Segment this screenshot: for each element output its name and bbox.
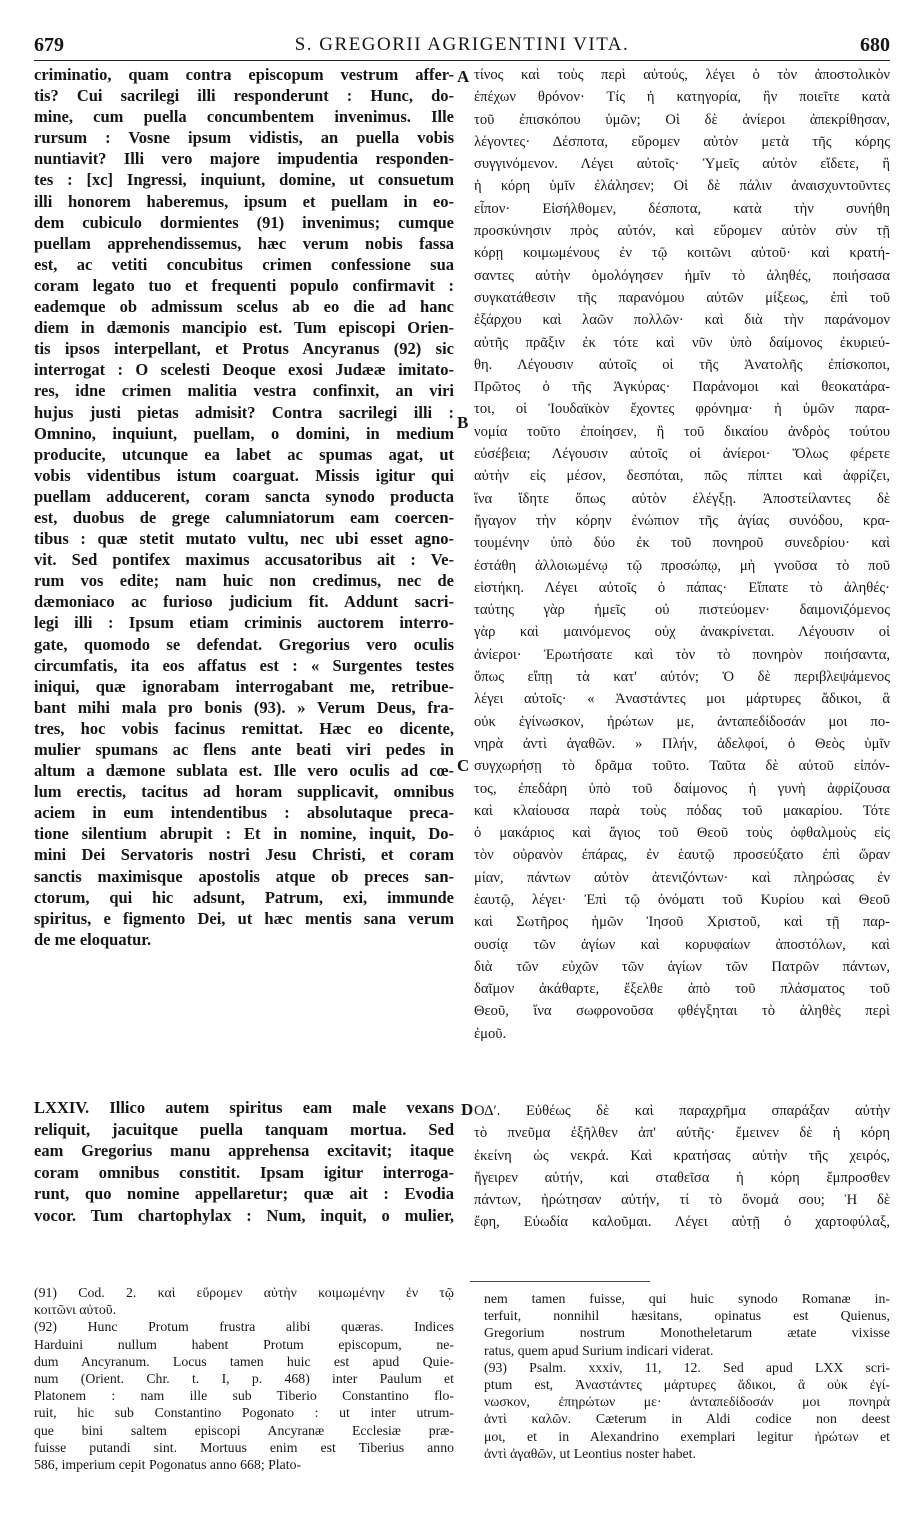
page-number-left: 679	[34, 34, 64, 56]
page-number-right: 680	[860, 34, 890, 56]
latin-text-line: aciem in eum intendentibus : absolutaque preca-	[34, 803, 454, 823]
greek-text-line: ἐπέχων θρόνον· Τίς ἡ κατηγορία, ἣν ποιεῖτε κατὰ	[474, 89, 890, 106]
greek-text-line: προσκύνησιν πρὸς αὐτόν, καὶ εὕρομεν αὐτὸν σὺν τῇ	[474, 223, 890, 240]
latin-text-line: mini Dei Servatoris nostri Jesu Christi, et coram	[34, 845, 454, 865]
greek-text-line: ὅπως εἴπῃ τὰ κατ' αὐτόν; Ὁ δὲ περιβλεψάμενος	[474, 669, 890, 686]
footnote-line: κοιτῶνι αὐτοῦ.	[34, 1302, 117, 1318]
greek-text-line: τὸν οὐρανὸν ἐπάρας, ἐν ἑαυτῷ προσεύξατο ἐπὶ ὥραν	[474, 847, 890, 864]
greek-text-line: θη. Λέγουσιν αὐτοῖς οἱ τῆς Ἀνατολῆς ἐπίσκοποι,	[474, 356, 890, 373]
greek-text-line: τὸ πνεῦμα ἐξῆλθεν ἀπ' αὐτῆς· ἔμεινεν δὲ ἡ κόρη	[474, 1125, 890, 1142]
footnote-line: Platonem : nam ille sub Tiberio Constantino flo-	[34, 1388, 454, 1404]
greek-text-line: συγχωρήσῃ τὸ δρᾶμα τοῦτο. Ταῦτα δὲ αὐτοῦ εἰπόν-	[474, 758, 890, 775]
latin-text-line: tione silentium abrupit : Et in nomine, inquit, Do-	[34, 824, 454, 844]
greek-text-line: ἡ κόρη ὑμῖν ἐλάλησεν; Οἱ δὲ πάλιν ἀναισχυντοῦντες	[474, 178, 890, 195]
latin-text-line: mine, cum puella concumbentem invenimus. Ille	[34, 107, 454, 127]
latin-text-line: producite, utcunque ea labet ac spumas agat, ut	[34, 444, 454, 464]
latin-text-line: est, duobus de grege calumniatorum eam coercen-	[34, 507, 454, 527]
latin-text-line: tres, hoc vobis facinus remittat. Hæc eo dicente,	[34, 718, 454, 738]
latin-text-line: bant mihi mala pro bonis (93). » Verum Deus, fra-	[34, 697, 454, 717]
latin-text-line: sanctis maximisque apostolis atque ob preces san-	[34, 866, 454, 886]
footnote-line: νωσκον, ἐπηρώτων με· ἀνταπεδίδοσάν μοι πονηρὰ	[484, 1394, 890, 1410]
latin-text-line: legi illi : Ipsum etiam criminis auctorem interro-	[34, 613, 454, 633]
margin-marker-a: A	[457, 67, 470, 86]
greek-text-line: κόρῃ κοιμωμένους ἐν τῷ κοιτῶνι αὐτοῦ· καὶ κρατή-	[474, 245, 890, 262]
greek-text-line: δαῖμον ἀκάθαρτε, ἔξελθε ἀπὸ τοῦ πλάσματος τοῦ	[474, 981, 890, 998]
latin-text-line: dæmoniaco ac furioso judicium fit. Addunt sacri-	[34, 592, 454, 612]
footnote-line: (92) Hunc Protum frustra alibi quæras. Indices	[34, 1319, 454, 1335]
greek-text-line: οὐκ ἐγίνωσκον, ἠρώτων με, ἀνταπεδίδοσάν μοι πο-	[474, 713, 890, 730]
greek-text-line: εἶπον· Εἰσήλθομεν, δέσποτα, κατὰ τὴν συνήθη	[474, 200, 890, 217]
greek-text-line: εἱστήκη. Λέγει αὐτοῖς ὁ πάπας· Εἴπατε τὸ ἀληθές·	[474, 579, 890, 596]
greek-text-line: ουσίᾳ τῶν ἁγίων καὶ κορυφαίων ἀποστόλων, καὶ	[474, 936, 890, 953]
footnote-line: 586, imperium cepit Pogonatus anno 668; Plato-	[34, 1456, 302, 1472]
footnote-line: Harduini nullum habent Protum episcopum, ne-	[34, 1336, 454, 1352]
greek-text-line: ἤγειρεν αὐτήν, καὶ σταθεῖσα ἡ κόρη ἔμπροσθεν	[474, 1169, 890, 1186]
latin-text-line: spiritus, e figmento Dei, ut hæc mentis sana verum	[34, 908, 454, 928]
greek-text-line: ἐστάθη ἀλλοιωμένῳ τῷ προσώπῳ, μὴ γνοῦσα τὸ ποῦ	[474, 557, 890, 574]
latin-text-line: puellam adducerent, coram sancta synodo producta	[34, 486, 454, 506]
footnote-line: num (Orient. Chr. t. I, p. 468) inter Paulum et	[34, 1370, 454, 1386]
latin-text-line: coram legato tuo et frequenti populo confirmavit :	[34, 275, 454, 295]
latin-text-line: tes : [xc] Ingressi, inquiunt, domine, ut consuetum	[34, 170, 454, 190]
footnote-line: ratus, quem apud Surium indicari viderat.	[484, 1342, 714, 1358]
greek-column-main	[474, 64, 890, 1045]
greek-text-line: τοῦ ἐπισκόπου ὑμῶν; Οἱ δὲ ἀνίεροι ἀπεκρίθησαν,	[474, 111, 890, 128]
latin-text-line: de me eloquatur.	[34, 929, 152, 949]
latin-text-line: eam Gregorius manu apprehensa excitavit; itaque	[34, 1141, 454, 1161]
latin-text-line: mulier spumans ac flens ante beati viri pedes in	[34, 740, 454, 759]
footnote-line: μοι, et in Alexandrino exemplari legitur ἠρώτων et	[484, 1428, 890, 1444]
greek-text-line: ἵνα ἴδητε ὅπως αὐτὸν ἐλέγξῃ. Ἀποστείλαντες δὲ	[474, 490, 890, 507]
greek-text-line: αὐτὴν εἰς μέσον, δεσπόται, πῶς πίπτει καὶ ἀφρίζει,	[474, 468, 890, 485]
latin-text-line: ctorum, qui hic adsunt, Patrum, exi, immunde	[34, 887, 454, 907]
greek-text-line: λέγοντες· Δέσποτα, εὕρομεν αὐτὸν μετὰ τῆς κόρης	[474, 133, 890, 150]
latin-text-line: reliquit, jacuitque puella tanquam mortua. Sed	[34, 1119, 454, 1139]
latin-text-line: tibus : quæ stetit mutato vultu, nec ubi esset agno-	[34, 529, 454, 549]
margin-marker-d: D	[461, 1100, 474, 1119]
running-header	[34, 34, 890, 60]
greek-text-line: πάντων, ἠρώτησαν αὐτήν, τί τὸ ὄνομά σου; Ἡ δὲ	[474, 1192, 890, 1209]
greek-text-line: ὁ μακάριος καὶ ἅγιος τοῦ Θεοῦ τοὺς ὀφθαλμοὺς εἰς	[474, 825, 890, 842]
footnote-line: terfuit, nonnihil hæsitans, opinatus est Quienus,	[484, 1308, 890, 1324]
latin-text-line: gate, quomodo se defendat. Gregorius vero oculis	[34, 634, 454, 654]
greek-text-line: λέγει αὐτοῖς· « Ἀναστάντες μοι μάρτυρες ἄδικοι, ἃ	[474, 691, 890, 708]
footnote-line: (91) Cod. 2. καὶ εὕρομεν αὐτὴν κοιμωμένην ἐν τῷ	[34, 1285, 454, 1300]
latin-text-line: runt, quo nomine appellaretur; quæ ait : Evodia	[34, 1184, 454, 1204]
footnote-separator	[470, 1281, 650, 1282]
greek-text-line: ἀνίεροι· Ἐρωτήσατε καὶ τὸν τὸ πονηρὸν ποιήσαντα,	[474, 646, 890, 663]
latin-text-line: criminatio, quam contra episcopum vestrum affer-	[34, 65, 454, 84]
greek-text-line: ἑαυτῷ, λέγει· Ἐπὶ τῷ ὀνόματι τοῦ Κυρίου καὶ Θεοῦ	[474, 891, 890, 908]
latin-text-line: dem cubiculo dormientes (91) invenimus; cumque	[34, 212, 454, 232]
greek-text-line: αὐτῆς πρᾶξιν ἐκ τότε καὶ νῦν ὑπὸ δαίμονος ἐκυριεύ-	[474, 334, 890, 351]
latin-text-line: illi honorem haberemus, ipsum et puellam in eo-	[34, 191, 454, 211]
footnotes-left	[34, 1284, 454, 1473]
greek-text-line: εὐσέβεια; Λέγουσιν αὐτοῖς οἱ ἀνίεροι· Ὅλως φέρετε	[474, 446, 890, 463]
footnotes-right	[484, 1290, 890, 1462]
latin-text-line: iniqui, quæ ignorabam interrogabant me, retribue-	[34, 676, 454, 696]
margin-marker-b: B	[457, 413, 469, 432]
latin-text-line: rursum : Vosne ipsum vidistis, an puella vobis	[34, 128, 454, 148]
latin-column-main	[34, 64, 454, 950]
latin-text-line: lum erectis, tacitus ad horam supplicavit, omnibus	[34, 782, 454, 802]
running-title: S. GREGORII AGRIGENTINI VITA.	[294, 34, 630, 55]
footnote-line: (93) Psalm. xxxiv, 11, 12. Sed apud LXX scri-	[484, 1359, 890, 1375]
footnote-line: ruit, hic sub Constantino Pogonato : ut inter utrum-	[34, 1405, 454, 1421]
latin-text-line: Omnino, inquiunt, puellam, o domini, in medium	[34, 423, 454, 443]
greek-text-line: τουμένην ὑπὸ δύο ἐκ τοῦ πονηροῦ συνεδρίου· καὶ	[474, 535, 890, 552]
greek-text-line: Πρῶτος ὁ τῆς Ἀγκύρας· Παράνομοι καὶ θεοκατάρα-	[474, 379, 890, 396]
latin-text-line: vobis videntibus istum coarguat. Missis igitur qui	[34, 465, 454, 485]
latin-text-line: circumfatis, ita eos affatus est : « Surgentes testes	[34, 655, 454, 675]
greek-text-line: ἤγαγον τὴν κόρην ἐνώπιον τῆς ἁγίας συνόδου, κρα-	[474, 512, 890, 529]
greek-text-line: γὰρ καὶ μαινόμενος οὐχ ἀνακρίνεται. Λέγουσιν οἱ	[474, 624, 890, 641]
latin-text-line: altum a dæmone sublata est. Ille vero oculis ad cœ-	[34, 761, 454, 781]
latin-text-line: tis ipsos interpellant, et Protus Ancyranus (92) sic	[34, 339, 454, 359]
footnote-line: ἀντὶ ἀγαθῶν, ut Leontius noster habet.	[484, 1445, 696, 1461]
greek-text-line: συγκατάθεσιν τῆς παρανόμου αὐτῶν μίξεως, ἐπὶ τοῦ	[474, 289, 890, 306]
latin-text-line: vocor. Tum chartophylax : Num, inquit, o mulier,	[34, 1205, 454, 1225]
greek-text-line: ΟΔʹ. Εὐθέως δὲ καὶ παραχρῆμα σπαράξαν αὐτὴν	[474, 1103, 890, 1119]
greek-text-line: συγγινόμενον. Λέγει αὐτοῖς· Ὑμεῖς αὐτὸν εἴδετε, ἢ	[474, 156, 890, 173]
latin-text-line: coram omnibus constitit. Ipsam igitur interroga-	[34, 1162, 454, 1182]
greek-text-line: τος, ἐπεδάρη ὑπὸ τοῦ δαίμονος ἡ γυνὴ ἀφρίζουσα	[474, 780, 890, 797]
greek-text-line: διὰ τῶν εὐχῶν τῶν ἁγίων τῶν Πατρῶν πάντων,	[474, 958, 890, 975]
latin-text-line: est, ac vetiti concubitus crimen confessione sua	[34, 254, 454, 274]
footnote-line: ἀντὶ καλῶν. Cæterum in Aldi codice non deest	[484, 1411, 890, 1427]
greek-text-line: ταύτης γὰρ ἡμεῖς οὐ πιστεύομεν· δαιμονιζόμενος	[474, 602, 890, 619]
greek-chapter-od	[474, 1100, 890, 1234]
latin-text-line: vit. Sed pontifex maximus accusatoribus ait : Ve-	[34, 550, 454, 570]
greek-text-line: ἐμοῦ.	[474, 1025, 507, 1042]
greek-text-line: τοι, οἱ Ἰουδαϊκὸν ἔχοντες φρόνημα· ἡ ὑμῶν παρα-	[474, 401, 890, 418]
latin-text-line: nuntiavit? Illi vero majore impudentia responden-	[34, 149, 454, 169]
latin-text-line: eademque ob admissum scelus ab eo die ad hanc	[34, 297, 454, 317]
footnote-line: ptum est, Ἀναστάντες μάρτυρες ἄδικοι, ἃ οὐκ ἐγί-	[484, 1376, 890, 1392]
latin-text-line: rum vos edite; nam huic non credimus, nec de	[34, 571, 454, 591]
greek-text-line: καὶ κλαίουσα παρὰ τοὺς πόδας τοῦ μακαρίου. Τότε	[474, 802, 890, 819]
greek-text-line: νομία τοῦτο ἐποίησεν, ἢ τοῦ δικαίου ἀνδρὸς τούτου	[474, 423, 890, 440]
latin-text-line: puellam apprehendissemus, hæc verum nobis fassa	[34, 233, 454, 253]
footnote-line: fuisse putandi sint. Mortuus enim est Tiberius anno	[34, 1439, 454, 1455]
greek-text-line: μίαν, πάντων αὐτὸν ἀτενιζόντων· καὶ πληρώσας ἐν	[474, 869, 890, 886]
greek-text-line: ἐκείνη ὡς νεκρά. Καὶ κρατήσας αὐτὴν τῆς χειρός,	[474, 1147, 890, 1164]
greek-text-line: τίνος καὶ τοὺς περὶ αὐτούς, λέγει ὁ τὸν ἀποστολικὸν	[474, 67, 890, 83]
greek-text-line: σαντες αὐτὴν ὁμολόγησεν ἡμῖν τὸ ἀληθές, ποιήσασα	[474, 267, 890, 284]
greek-text-line: ἐξάρχου καὶ λαῶν πολλῶν· καὶ διὰ τὴν παράνομον	[474, 312, 890, 329]
latin-text-line: res, idne crimen malitia vestra confinxit, an viri	[34, 381, 454, 401]
footnote-line: dum Ancyranum. Locus tamen huic est apud Quie-	[34, 1353, 454, 1369]
footnote-line: que bini saltem episcopi Ancyranæ Ecclesiæ præ-	[34, 1422, 454, 1438]
latin-chapter-lxxiv	[34, 1097, 454, 1227]
margin-marker-c: C	[457, 756, 470, 775]
latin-text-line: interrogat : O scelesti Deoque exosi Judææ imitato-	[34, 360, 454, 380]
latin-text-line: LXXIV. Illico autem spiritus eam male vexans	[34, 1098, 454, 1117]
latin-text-line: tis? Cui sacrilegi illi responderunt : Hunc, do-	[34, 86, 454, 106]
footnote-line: nem tamen fuisse, qui huic synodo Romanæ in-	[484, 1291, 890, 1306]
greek-text-line: καὶ Σωτῆρος ἡμῶν Ἰησοῦ Χριστοῦ, καὶ τῇ παρ-	[474, 914, 890, 931]
latin-text-line: hujus justi pietas admisit? Contra sacrilegi illi :	[34, 402, 454, 422]
greek-text-line: ἔφη, Εὐωδία καλοῦμαι. Λέγει αὐτῇ ὁ χαρτοφύλαξ,	[474, 1214, 890, 1231]
footnote-line: Gregorium nostrum Monotheletarum ætate vixisse	[484, 1325, 890, 1341]
header-rule	[34, 60, 890, 61]
greek-text-line: νηρὰ ἀντὶ ἀγαθῶν. » Πλήν, ἀδελφοί, ὁ Θεὸς ὑμῖν	[474, 735, 890, 752]
greek-text-line: Θεοῦ, ἵνα σωφρονοῦσα φθέγξηται τὸ ἀληθὲς περὶ	[474, 1003, 890, 1020]
latin-text-line: diem in dæmonis mancipio est. Tum episcopi Orien-	[34, 318, 454, 338]
